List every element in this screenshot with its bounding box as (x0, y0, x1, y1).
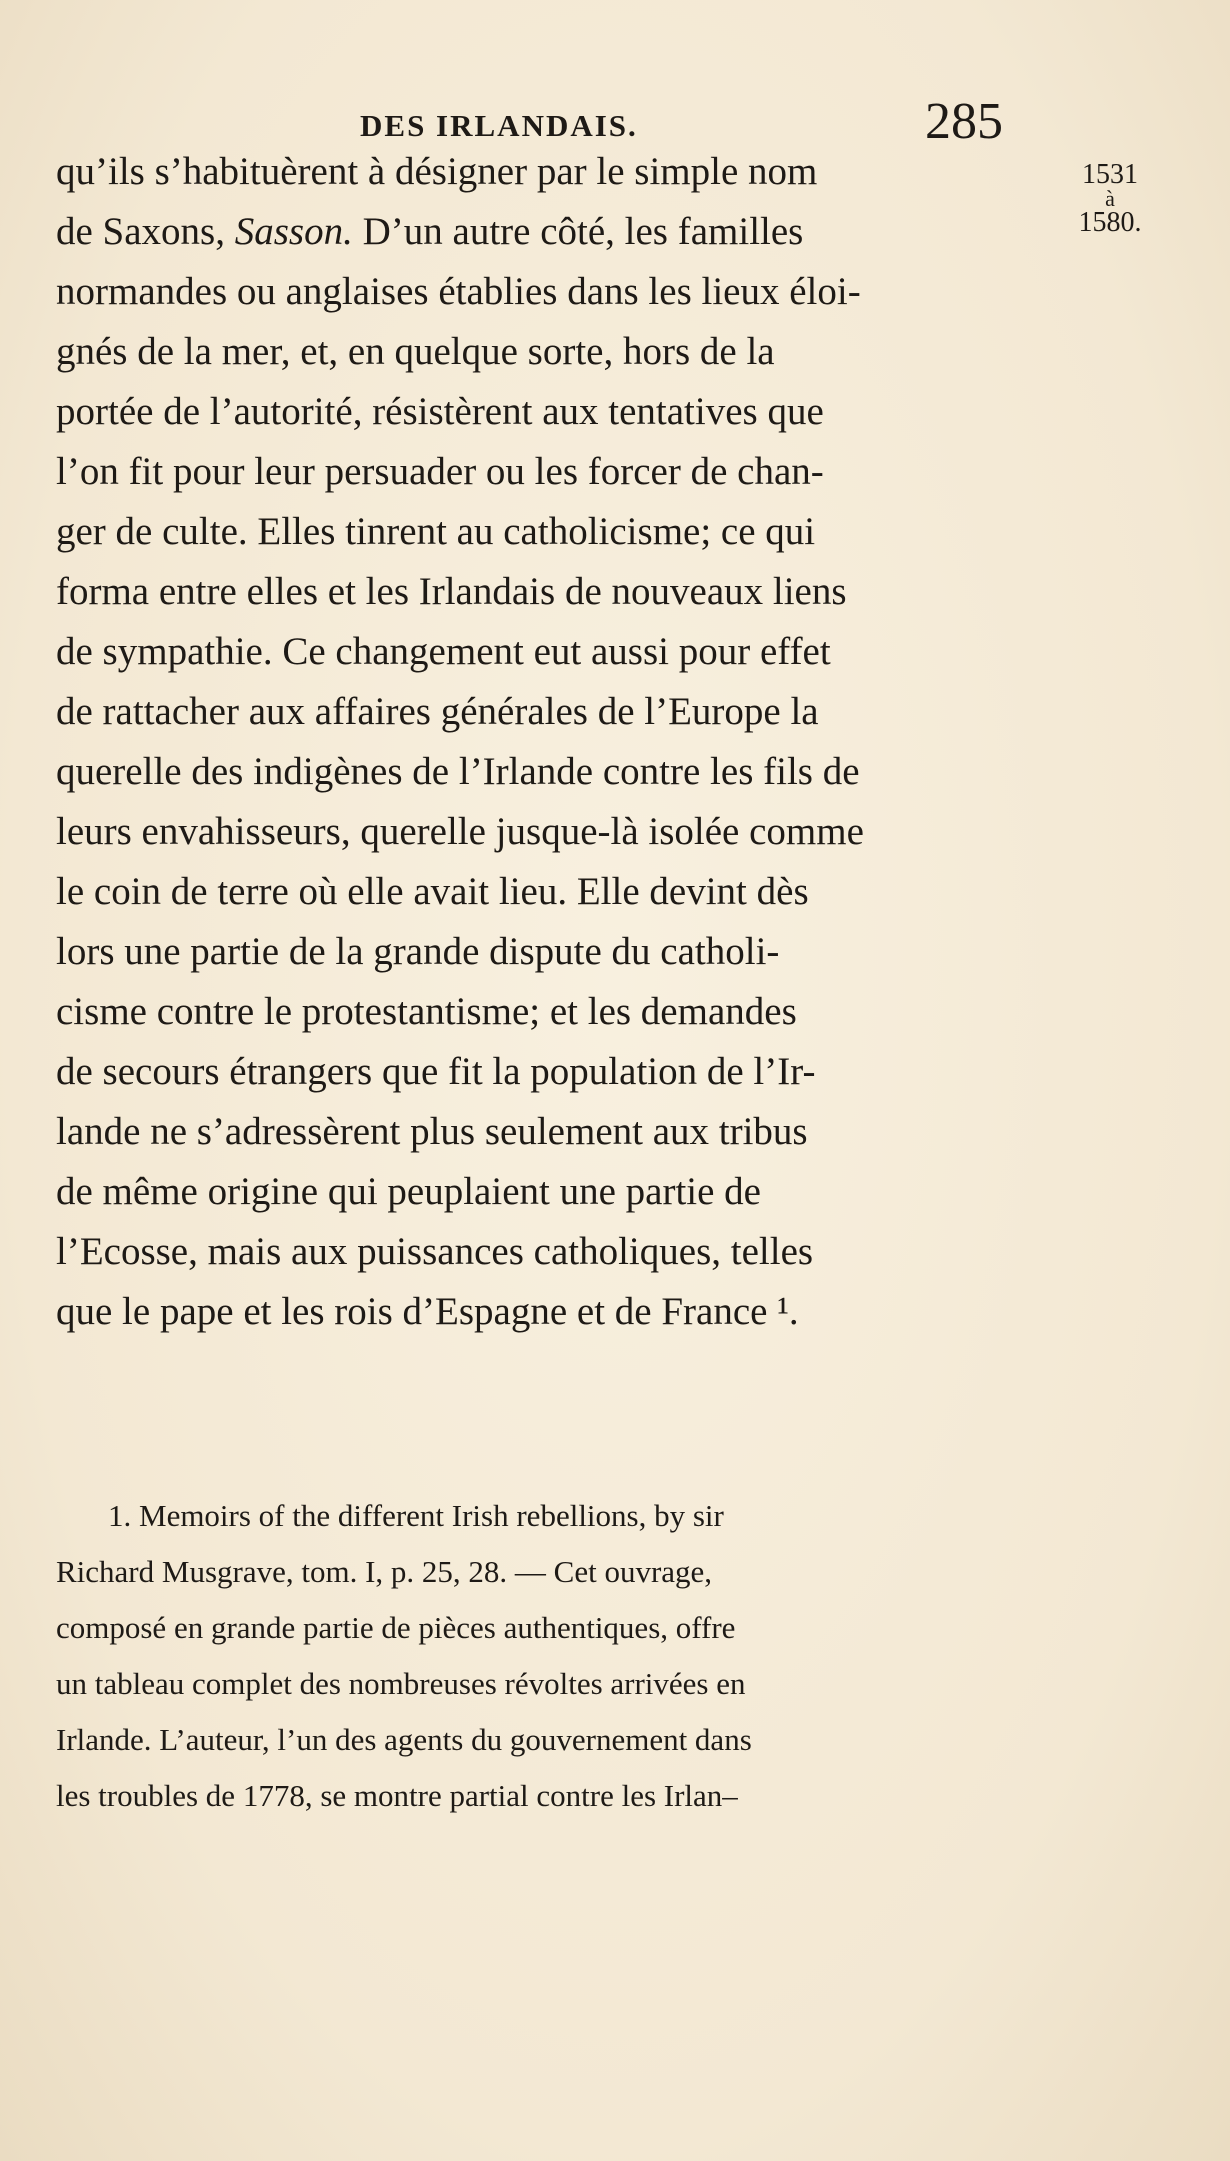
italic-word: Sasson. (234, 210, 353, 253)
body-line: de même origine qui peuplaient une partie de (56, 1170, 761, 1213)
footnote-line: composé en grande partie de pièces authentiques, offre (56, 1610, 736, 1645)
footnote-line: un tableau complet des nombreuses révoltes arrivées en (56, 1666, 746, 1701)
body-text (56, 142, 1006, 1342)
footnote-line: Irlande. L’auteur, l’un des agents du gouvernement dans (56, 1722, 752, 1757)
body-line: leurs envahisseurs, querelle jusque-là isolée comme (56, 810, 864, 853)
body-line: l’on fit pour leur persuader ou les forcer de chan- (56, 450, 824, 493)
body-line: que le pape et les rois d’Espagne et de France ¹. (56, 1290, 799, 1333)
body-line (56, 202, 1006, 262)
running-title: DES IRLANDAIS. (360, 108, 638, 143)
body-line: de rattacher aux affaires générales de l’Europe la (56, 690, 819, 733)
body-line: le coin de terre où elle avait lieu. Elle devint dès (56, 870, 809, 913)
body-line-start: de Saxons, (56, 210, 235, 253)
margin-year-end: 1580. (1078, 207, 1142, 238)
footnotes (56, 1488, 1026, 1824)
body-line: de secours étrangers que fit la population de l’Ir- (56, 1050, 816, 1093)
page-number: 285 (925, 93, 1003, 150)
footnote-line: les troubles de 1778, se montre partial contre les Irlan– (56, 1778, 738, 1813)
body-line: normandes ou anglaises établies dans les lieux éloi- (56, 270, 861, 313)
footnote-line: Richard Musgrave, tom. I, p. 25, 28. — Cet ouvrage, (56, 1554, 713, 1589)
body-line: de sympathie. Ce changement eut aussi pour effet (56, 630, 831, 673)
margin-connector: à (1105, 186, 1115, 211)
margin-year-start: 1531 (1082, 159, 1138, 190)
body-line: l’Ecosse, mais aux puissances catholiques, telles (56, 1230, 814, 1273)
body-line: ger de culte. Elles tinrent au catholicisme; ce qui (56, 510, 816, 553)
margin-date-note (1010, 160, 1210, 238)
body-line: lande ne s’adressèrent plus seulement aux tribus (56, 1110, 808, 1153)
body-line: querelle des indigènes de l’Irlande contre les fils de (56, 750, 860, 793)
body-line: qu’ils s’habituèrent à désigner par le simple nom (56, 150, 818, 193)
footnote-line: 1. Memoirs of the different Irish rebellions, by sir (108, 1498, 724, 1533)
body-line-rest: D’un autre côté, les familles (352, 210, 804, 253)
body-line: gnés de la mer, et, en quelque sorte, hors de la (56, 330, 775, 373)
body-line: lors une partie de la grande dispute du catholi- (56, 930, 780, 973)
body-line: cisme contre le protestantisme; et les demandes (56, 990, 797, 1033)
body-line: portée de l’autorité, résistèrent aux tentatives que (56, 390, 824, 433)
body-line: forma entre elles et les Irlandais de nouveaux liens (56, 570, 847, 613)
